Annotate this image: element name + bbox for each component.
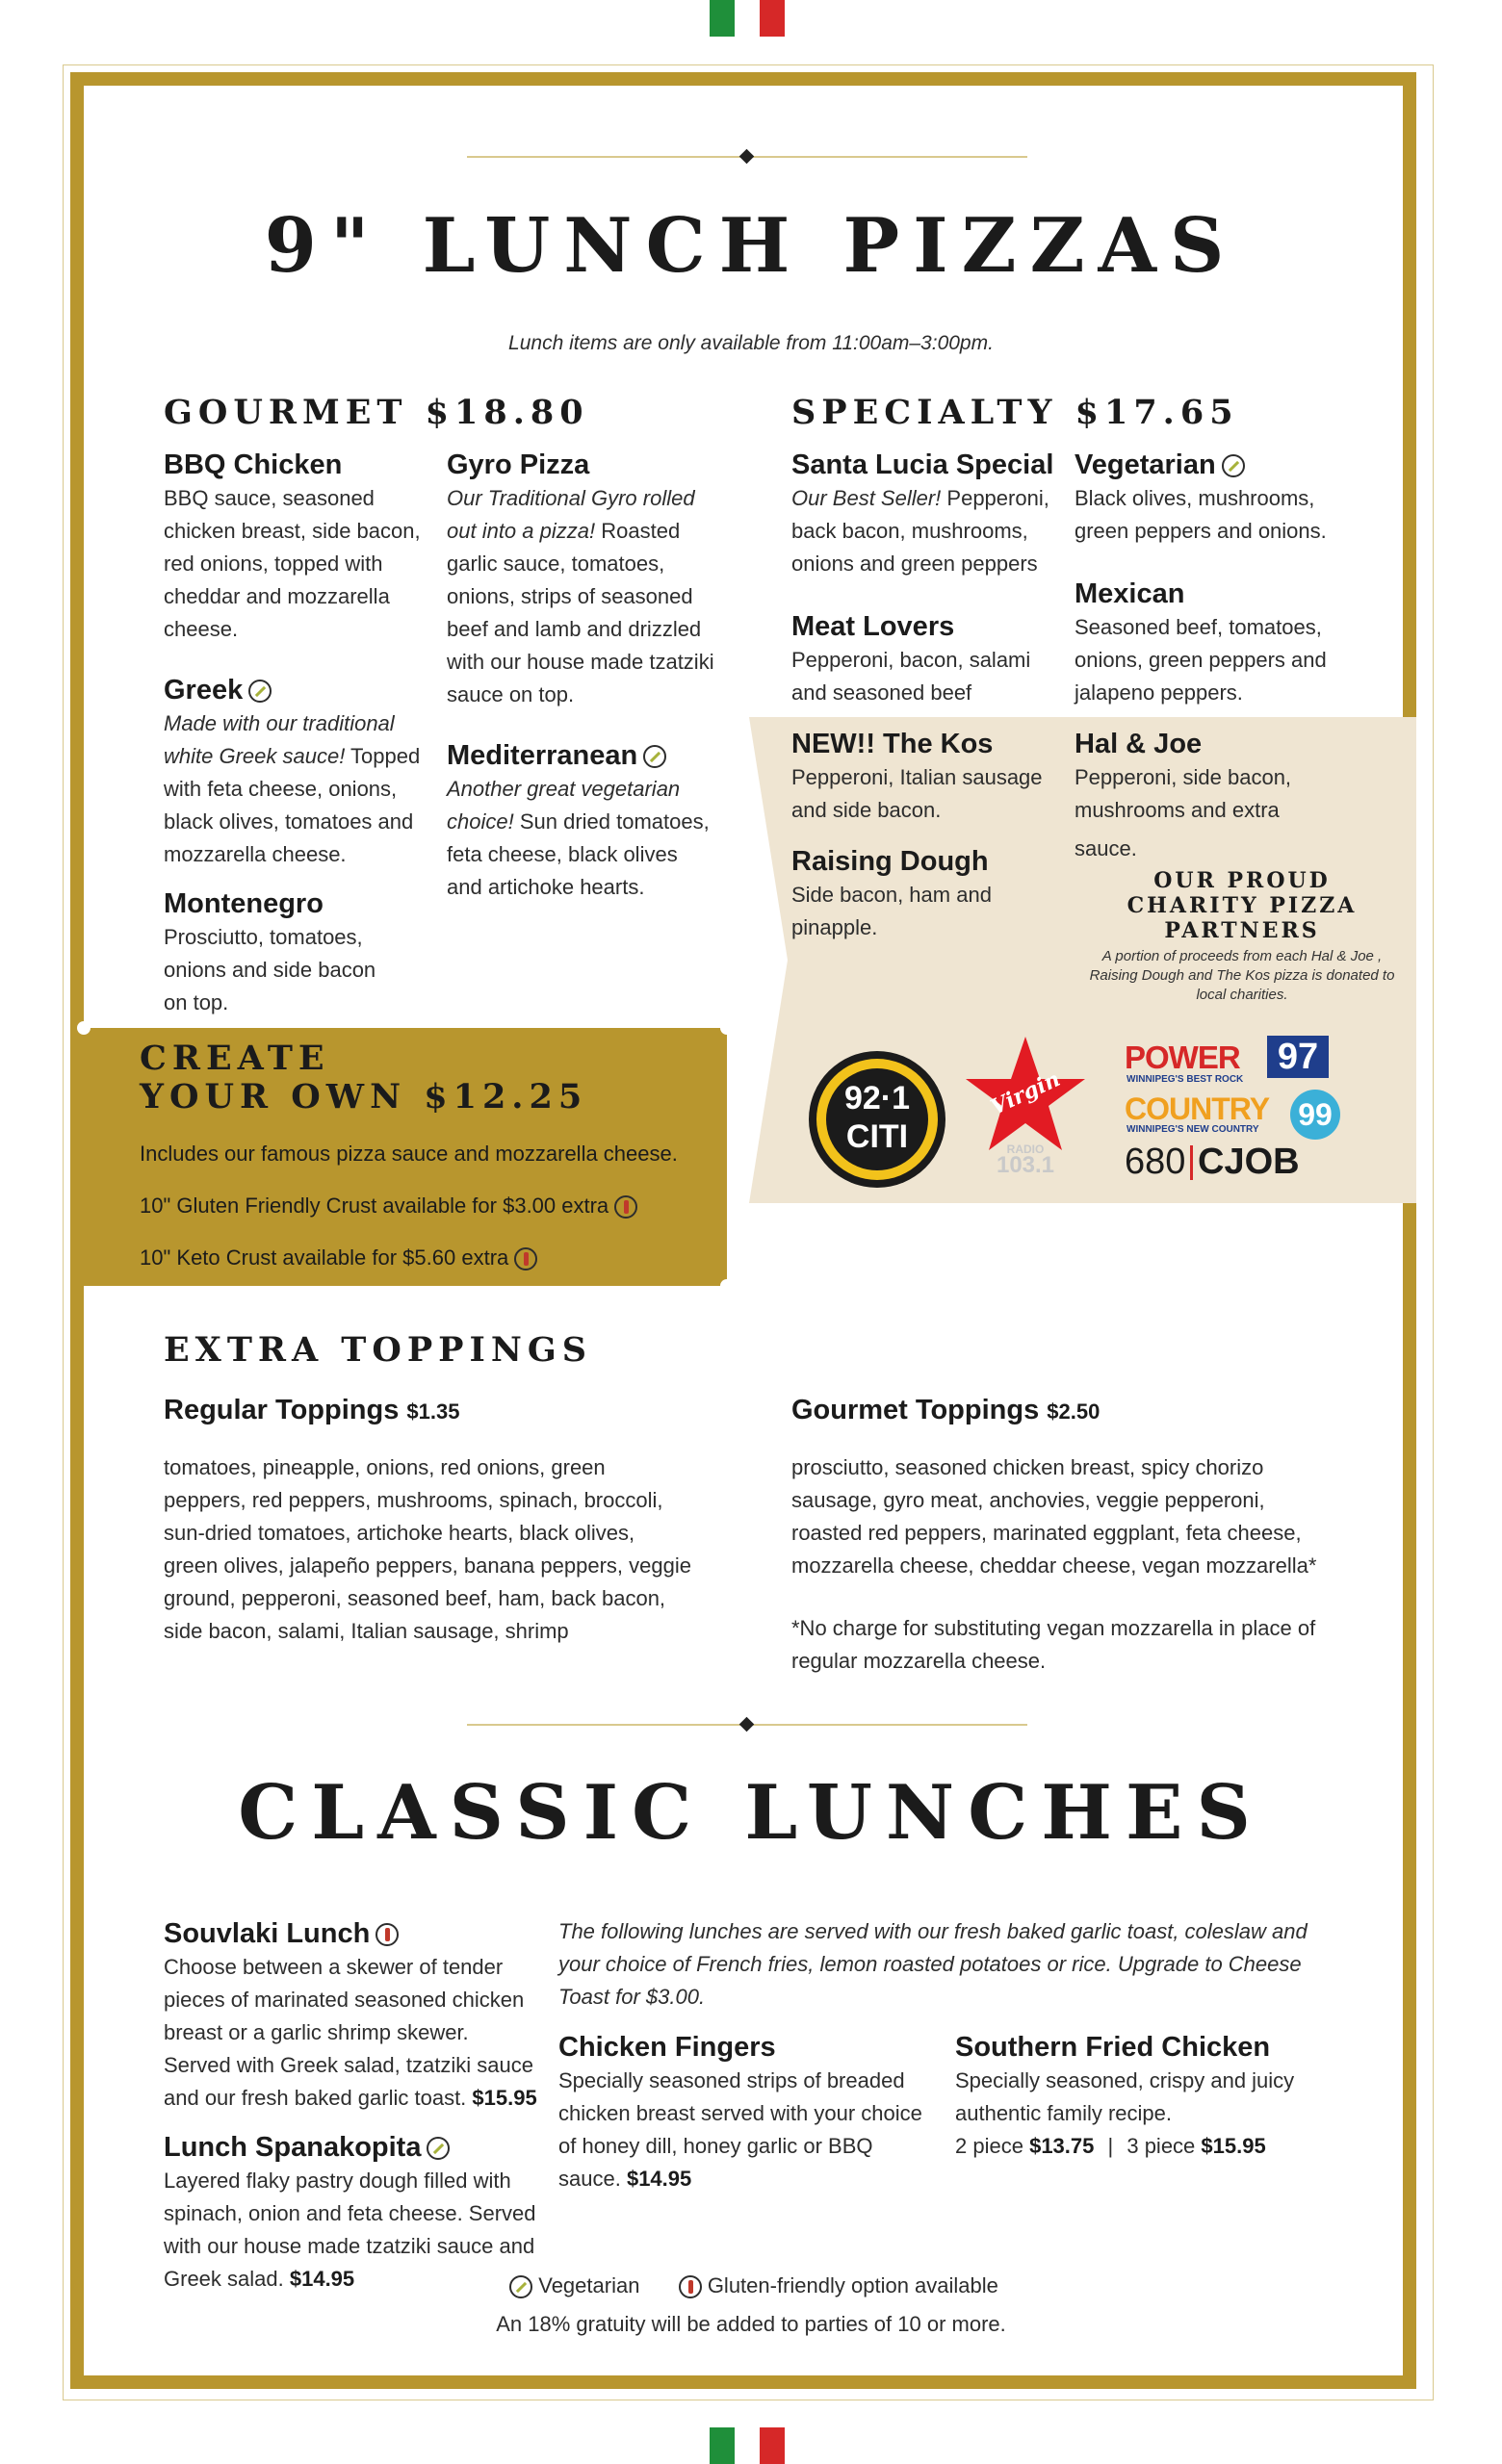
item-desc-italic: Our Best Seller! — [791, 486, 942, 510]
virgin-wordmark: Virgin — [986, 1066, 1065, 1120]
item-desc: Side bacon, ham and pinapple. — [791, 883, 992, 939]
vegetarian-icon — [427, 2137, 450, 2160]
item-name: Southern Fried Chicken — [955, 2032, 1271, 2063]
create-heading-line2: YOUR OWN $12.25 — [140, 1077, 588, 1116]
item-name: Mexican — [1075, 578, 1185, 609]
cjob-divider — [1190, 1145, 1193, 1180]
create-heading-line1: CREATE — [140, 1039, 330, 1078]
item-name: NEW!! The Kos — [791, 729, 994, 759]
classic-intro: The following lunches are served with our fresh baked garlic toast, coleslaw and your choice of French fries, lemon roasted potatoes or rice. Upgrade to Cheese Toast for $3.00. — [558, 1919, 1308, 2009]
regular-toppings-list: tomatoes, pineapple, onions, red onions, green peppers, red peppers, mushrooms, spinach, broccoli, sun-dried tomatoes, artichoke hearts, black olives, green olives, jalapeño peppers, banana peppers, veggie ground, pepperoni, seasoned beef, ham, back bacon, side bacon, salami, Italian sausage, shrimp — [164, 1455, 691, 1643]
item-desc: Roasted garlic sauce, tomatoes, onions, strips of seasoned beef and lamb and drizzled with our house made tzatziki sauce on top. — [447, 519, 714, 706]
country-wordmark: COUNTRY — [1125, 1091, 1270, 1126]
price-separator: | — [1107, 2134, 1114, 2158]
menu-item-southern-fried-chicken — [955, 2031, 1340, 2163]
menu-item-souvlaki — [164, 1917, 539, 2115]
regular-toppings-price: $1.35 — [406, 1399, 460, 1424]
two-piece-label: 2 piece — [955, 2134, 1023, 2158]
gourmet-toppings-label: Gourmet Toppings — [791, 1395, 1040, 1425]
menu-item-raising-dough — [791, 845, 1013, 944]
citi-logo-bottom: CITI — [845, 1118, 909, 1155]
power-wordmark: POWER — [1125, 1040, 1240, 1075]
gourmet-toppings-list: prosciutto, seasoned chicken breast, spicy chorizo sausage, gyro meat, anchovies, veggie pepperoni, roasted red peppers, marinated eggplant, feta cheese, mozzarella cheese, cheddar cheese, vegan mozzarella* — [791, 1455, 1317, 1578]
item-desc: Layered flaky pastry dough filled with spinach, onion and feta cheese. Served with our house made tzatziki sauce and Greek salad. — [164, 2169, 536, 2291]
create-includes: Includes our famous pizza sauce and mozzarella cheese. — [140, 1142, 678, 1166]
item-desc: Black olives, mushrooms, green peppers and onions. — [1075, 486, 1327, 543]
legend-vegetarian: Vegetarian — [538, 2273, 640, 2297]
item-name: Chicken Fingers — [558, 2032, 776, 2063]
gluten-friendly-icon — [376, 1923, 399, 1946]
regular-toppings-label: Regular Toppings — [164, 1395, 400, 1425]
menu-item-chicken-fingers — [558, 2031, 924, 2195]
country-tagline: WINNIPEG'S NEW COUNTRY — [1126, 1124, 1259, 1135]
item-name: Hal & Joe — [1075, 729, 1203, 759]
lunch-hours-note: Lunch items are only available from 11:00am–3:00pm. — [508, 332, 994, 354]
item-desc: Seasoned beef, tomatoes, onions, green peppers and jalapeno peppers. — [1075, 615, 1327, 705]
item-desc: BBQ sauce, seasoned chicken breast, side bacon, red onions, topped with cheddar and mozzarella cheese. — [164, 486, 421, 641]
create-your-own-box — [84, 1028, 727, 1286]
vegetarian-icon — [248, 680, 272, 703]
item-desc-italic: Our Traditional Gyro rolled out into a pizza! — [447, 486, 695, 543]
gluten-friendly-icon — [679, 2275, 702, 2298]
item-desc: Pepperoni, bacon, salami and seasoned beef — [791, 648, 1031, 705]
keto-crust: 10" Keto Crust available for $5.60 extra — [140, 1245, 509, 1270]
notch — [720, 1021, 734, 1035]
item-desc: Prosciutto, tomatoes, onions and side bacon on top. — [164, 925, 376, 1014]
gluten-friendly-crust: 10" Gluten Friendly Crust available for $3.00 extra — [140, 1194, 609, 1218]
item-price: $15.95 — [472, 2086, 537, 2110]
gourmet-toppings-price: $2.50 — [1047, 1399, 1101, 1424]
item-name: Greek — [164, 675, 244, 706]
virgin-radio-logo — [963, 1035, 1088, 1179]
menu-item-bbq-chicken — [164, 449, 426, 646]
item-name: BBQ Chicken — [164, 449, 343, 480]
item-desc: Choose between a skewer of tender pieces of marinated seasoned chicken breast or a garlic shrimp skewer. Served with Greek salad, tzatziki sauce and our fresh baked garlic toast. — [164, 1955, 533, 2110]
item-desc: Pepperoni, back bacon, mushrooms, onions and green peppers — [791, 486, 1049, 576]
item-desc: Topped with feta cheese, onions, black olives, tomatoes and mozzarella cheese. — [164, 744, 421, 866]
citi-logo-top: 92·1 — [843, 1080, 911, 1116]
gratuity-note: An 18% gratuity will be added to parties of 10 or more. — [496, 2312, 1006, 2336]
menu-item-montenegro — [164, 887, 395, 1019]
item-name: Santa Lucia Special — [791, 449, 1054, 480]
virgin-frequency: 103.1 — [996, 1152, 1055, 1178]
three-piece-label: 3 piece — [1126, 2134, 1196, 2158]
radio-stations-logo-block — [1125, 1037, 1356, 1194]
specialty-heading: SPECIALTY $17.65 — [791, 393, 1239, 432]
gluten-friendly-icon — [514, 1247, 537, 1270]
page-title: 9" LUNCH PIZZAS — [264, 202, 1238, 290]
vegetarian-icon — [1222, 454, 1245, 477]
menu-item-the-kos — [791, 728, 1051, 827]
item-desc: Specially seasoned, crispy and juicy authentic family recipe. — [955, 2068, 1295, 2125]
italian-flag-top — [710, 0, 785, 37]
item-desc-italic: Another great vegetarian choice! — [447, 777, 681, 834]
item-name: Raising Dough — [791, 846, 989, 877]
regular-toppings-title — [164, 1394, 459, 1428]
menu-item-mediterranean — [447, 739, 716, 904]
cjob-wordmark: CJOB — [1198, 1142, 1300, 1182]
menu-item-gyro-pizza — [447, 449, 716, 711]
notch — [77, 1021, 91, 1035]
gluten-friendly-icon — [614, 1195, 637, 1219]
toppings-heading: EXTRA TOPPINGS — [164, 1330, 593, 1370]
menu-item-hal-joe — [1075, 728, 1325, 865]
item-name: Meat Lovers — [791, 611, 955, 642]
vegetarian-icon — [509, 2275, 532, 2298]
item-desc: Pepperoni, Italian sausage and side bacon. — [791, 765, 1043, 822]
item-name: Lunch Spanakopita — [164, 2132, 422, 2163]
menu-item-meat-lovers — [791, 610, 1042, 709]
legend-gluten-friendly: Gluten-friendly option available — [707, 2273, 998, 2297]
vegetarian-icon — [643, 745, 666, 768]
three-piece-price: $15.95 — [1201, 2134, 1266, 2158]
gourmet-toppings-title — [791, 1394, 1100, 1428]
icon-legend — [0, 2270, 1502, 2302]
item-desc: Sun dried tomatoes, feta cheese, black olives and artichoke hearts. — [447, 809, 710, 899]
country-number: 99 — [1290, 1090, 1340, 1140]
italian-flag-bottom — [710, 2427, 785, 2464]
item-desc: Pepperoni, side bacon, mushrooms and extra — [1075, 765, 1292, 822]
menu-item-mexican — [1075, 578, 1354, 709]
gourmet-heading: GOURMET $18.80 — [164, 393, 589, 432]
menu-item-vegetarian — [1075, 449, 1363, 548]
two-piece-price: $13.75 — [1029, 2134, 1095, 2158]
vegan-note: *No charge for substituting vegan mozzarella in place of regular mozzarella cheese. — [791, 1616, 1316, 1673]
item-name: Montenegro — [164, 888, 324, 919]
item-desc-italic: Made with our traditional white Greek sauce! — [164, 711, 395, 768]
item-price: $14.95 — [626, 2167, 692, 2191]
item-name: Vegetarian — [1075, 449, 1216, 480]
cjob-number: 680 — [1125, 1142, 1186, 1182]
item-price: $14.95 — [289, 2267, 355, 2291]
menu-item-santa-lucia — [791, 449, 1061, 580]
citi-logo — [809, 1051, 945, 1188]
charity-heading: OUR PROUD CHARITY PIZZA PARTNERS — [1126, 868, 1358, 943]
power-tagline: WINNIPEG'S BEST ROCK — [1126, 1074, 1244, 1085]
item-name: Souvlaki Lunch — [164, 1918, 371, 1949]
item-desc: Specially seasoned strips of breaded chicken breast served with your choice of honey dill, honey garlic or BBQ sauce. — [558, 2068, 922, 2191]
notch — [720, 1279, 734, 1293]
charity-note: A portion of proceeds from each Hal & Joe , Raising Dough and The Kos pizza is donated to local charities. — [1089, 948, 1395, 1003]
item-name: Gyro Pizza — [447, 449, 590, 480]
item-desc-continued: sauce. — [1075, 836, 1137, 860]
power-number: 97 — [1267, 1036, 1329, 1078]
classic-title: CLASSIC LUNCHES — [238, 1769, 1264, 1857]
item-name: Mediterranean — [447, 740, 638, 771]
menu-item-greek — [164, 674, 426, 871]
virgin-radio-label: RADIO — [1006, 1142, 1045, 1156]
